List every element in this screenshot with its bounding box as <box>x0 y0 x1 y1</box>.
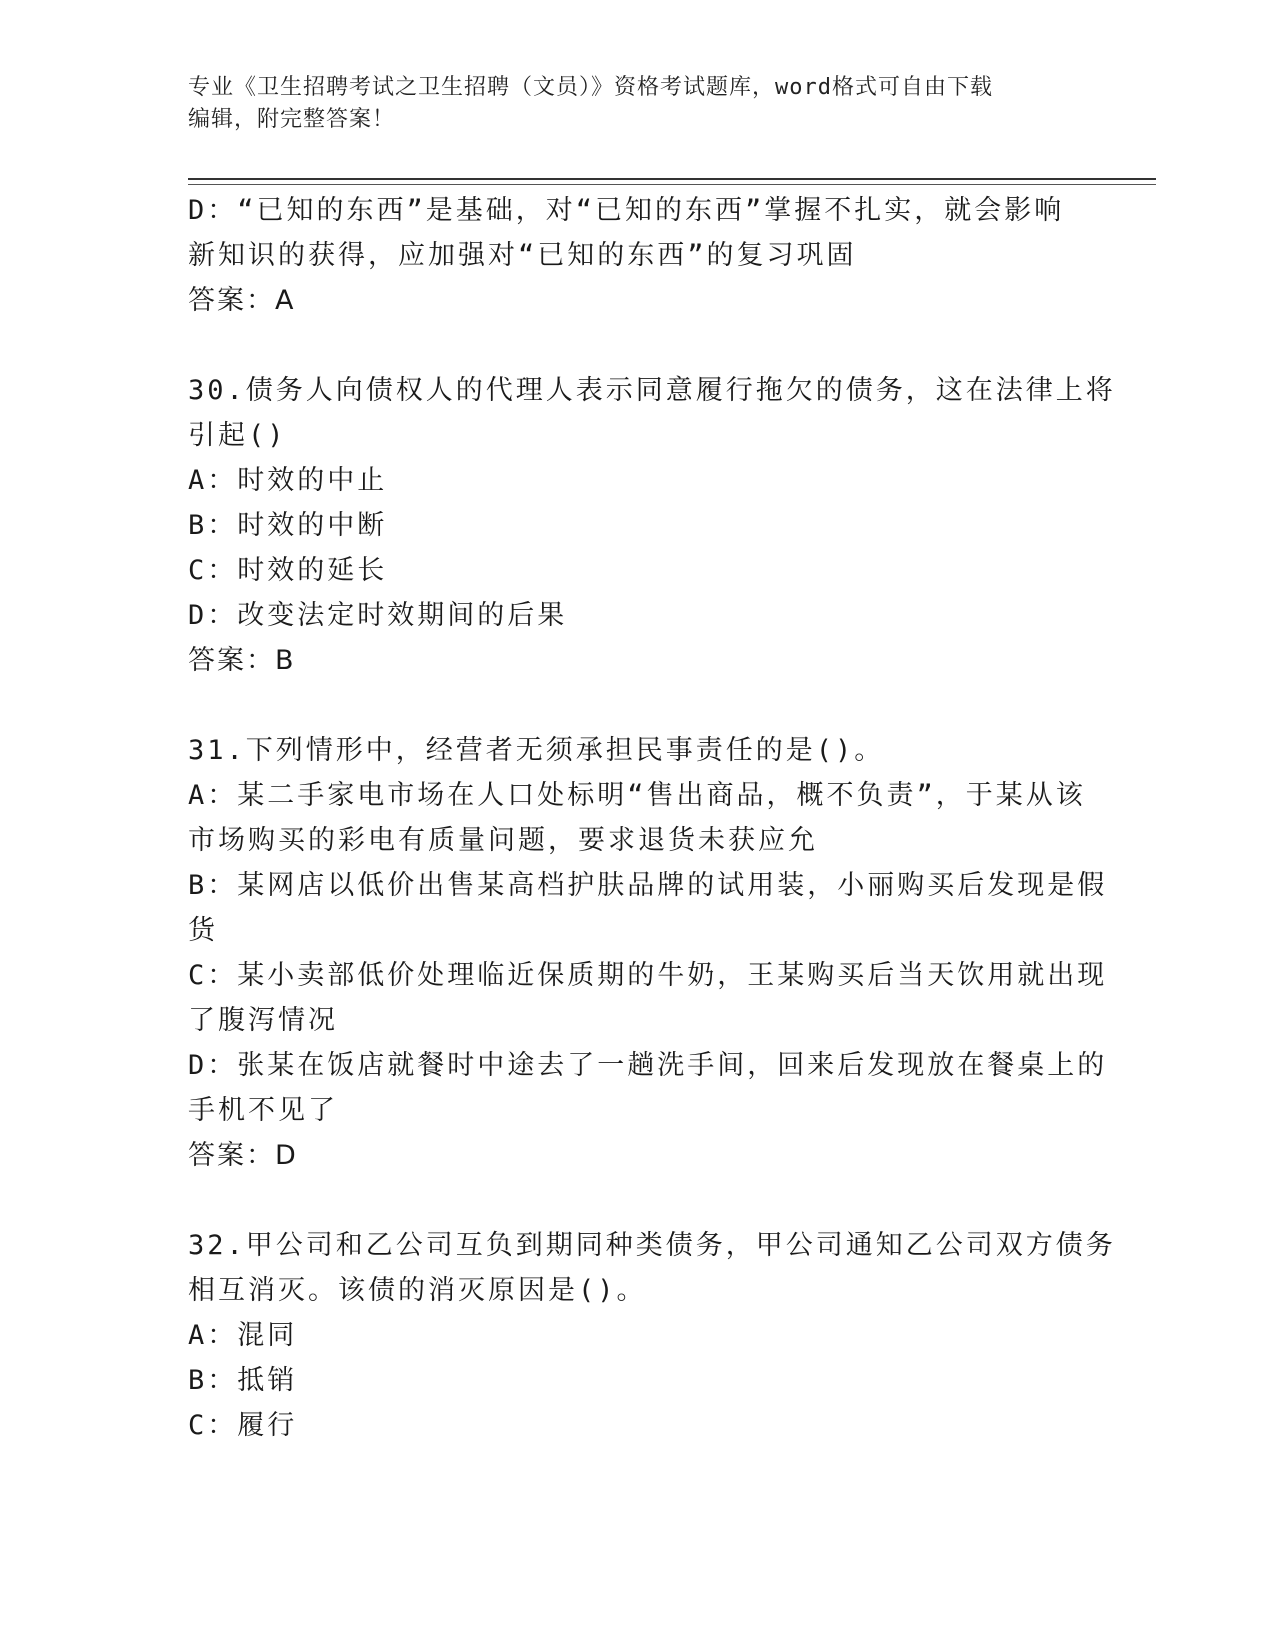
question-31-option-b-line-2: 货 <box>188 915 218 946</box>
question-32-stem-line-2: 相互消灭。该债的消灭原因是()。 <box>188 1275 647 1306</box>
header-divider-thin <box>188 184 1156 185</box>
question-32-stem-line-1: 32.甲公司和乙公司互负到期同种类债务，甲公司通知乙公司双方债务 <box>188 1230 1116 1261</box>
answer-31: 答案：D <box>188 1140 298 1171</box>
question-32-option-a: A：混同 <box>188 1320 298 1351</box>
spacer <box>188 683 1078 728</box>
question-32-option-c: C：履行 <box>188 1410 298 1441</box>
document-header <box>188 72 1088 136</box>
question-31-option-c-line-2: 了腹泻情况 <box>188 1005 338 1036</box>
question-31-option-a-line-1: A：某二手家电市场在人口处标明“售出商品，概不负责”，于某从该 <box>188 780 1086 811</box>
question-32 <box>188 1223 1116 1448</box>
question-31-option-c-line-1: C：某小卖部低价处理临近保质期的牛奶，王某购买后当天饮用就出现 <box>188 960 1108 991</box>
question-30-option-c: C：时效的延长 <box>188 555 388 586</box>
spacer <box>188 323 1078 368</box>
question-31-option-d-line-1: D：张某在饭店就餐时中途去了一趟洗手间，回来后发现放在餐桌上的 <box>188 1050 1108 1081</box>
question-31 <box>188 728 1108 1178</box>
header-line-1: 专业《卫生招聘考试之卫生招聘（文员）》资格考试题库，word格式可自由下载 <box>188 75 993 100</box>
question-30-option-a: A：时效的中止 <box>188 465 388 496</box>
question-31-option-b-line-1: B：某网店以低价出售某高档护肤品牌的试用装，小丽购买后发现是假 <box>188 870 1108 901</box>
answer-30: 答案：B <box>188 645 296 676</box>
answer-29: 答案：A <box>188 285 296 316</box>
question-30 <box>188 368 1116 683</box>
question-31-stem: 31.下列情形中，经营者无须承担民事责任的是()。 <box>188 735 885 766</box>
question-30-stem-line-1: 30.债务人向债权人的代理人表示同意履行拖欠的债务，这在法律上将 <box>188 375 1116 406</box>
option-d-line-1: D：“已知的东西”是基础，对“已知的东西”掌握不扎实，就会影响 <box>188 195 1065 226</box>
header-line-2: 编辑，附完整答案！ <box>188 107 396 132</box>
spacer <box>188 1178 1078 1223</box>
question-31-option-d-line-2: 手机不见了 <box>188 1095 338 1126</box>
question-32-option-b: B：抵销 <box>188 1365 298 1396</box>
question-30-option-d: D：改变法定时效期间的后果 <box>188 600 568 631</box>
question-29-tail <box>188 188 1078 323</box>
header-divider-thick <box>188 178 1156 180</box>
question-31-option-a-line-2: 市场购买的彩电有质量问题，要求退货未获应允 <box>188 825 818 856</box>
document-body <box>188 188 1116 1448</box>
option-d-line-2: 新知识的获得，应加强对“已知的东西”的复习巩固 <box>188 240 857 271</box>
question-30-option-b: B：时效的中断 <box>188 510 388 541</box>
question-30-stem-line-2: 引起() <box>188 420 287 451</box>
